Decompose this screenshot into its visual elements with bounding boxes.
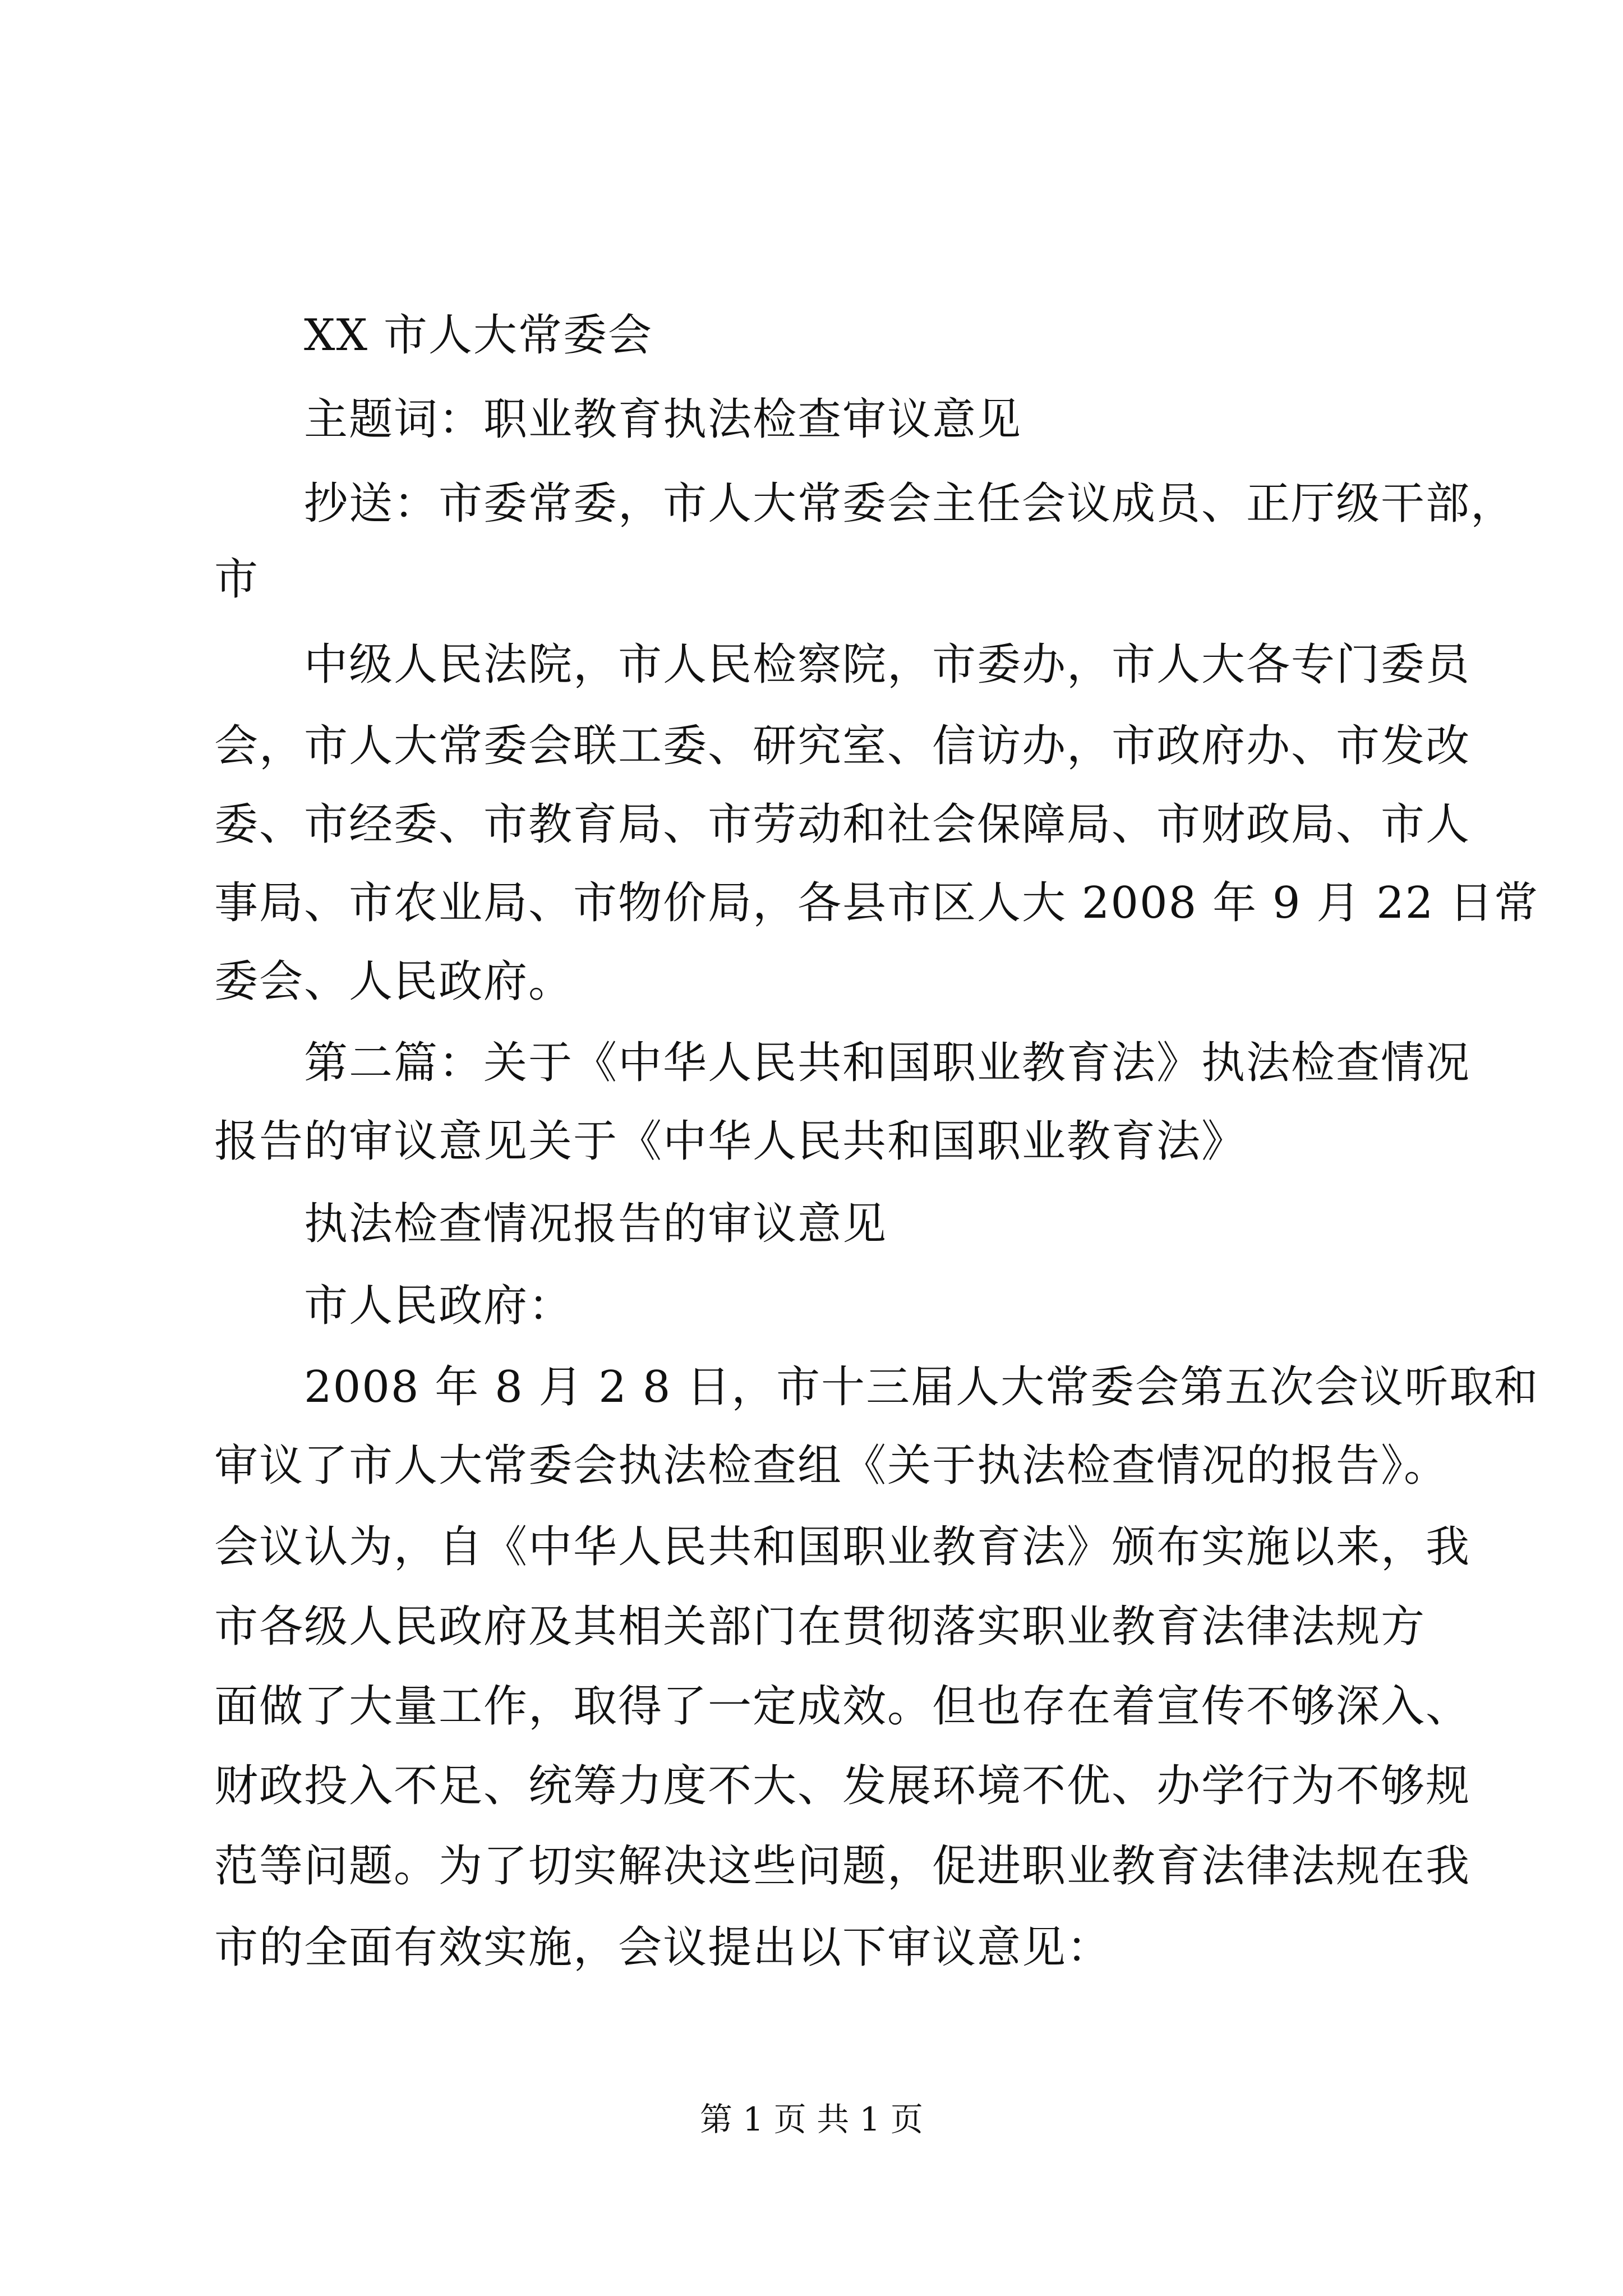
document-line: 中级人民法院，市人民检察院，市委办，市人大各专门委员 [304,639,1471,690]
document-line: 市 [214,554,260,605]
document-line: 市的全面有效实施，会议提出以下审议意见： [214,1922,1112,1973]
document-line: 事局、市农业局、市物价局，各县市区人大 2008 年 9 月 22 日常 [214,878,1539,928]
document-line: 审议了市人大常委会执法检查组《关于执法检查情况的报告》。 [214,1441,1449,1491]
document-line: 委、市经委、市教育局、市劳动和社会保障局、市财政局、市人 [214,799,1471,850]
document-line: 第二篇：关于《中华人民共和国职业教育法》执法检查情况 [304,1038,1471,1088]
document-line: 财政投入不足、统筹力度不大、发展环境不优、办学行为不够规 [214,1761,1471,1811]
document-line: XX 市人大常委会 [304,310,653,361]
document-line: 执法检查情况报告的审议意见 [304,1199,888,1249]
document-line: 市各级人民政府及其相关部门在贯彻落实职业教育法律法规方 [214,1602,1426,1652]
document-line: 会，市人大常委会联工委、研究室、信访办，市政府办、市发改 [214,721,1471,771]
document-line: 会议认为，自《中华人民共和国职业教育法》颁布实施以来，我 [214,1522,1471,1572]
document-line: 报告的审议意见关于《中华人民共和国职业教育法》 [214,1116,1247,1167]
document-line: 面做了大量工作，取得了一定成效。但也存在着宣传不够深入、 [214,1681,1471,1732]
document-line: 抄送：市委常委，市人大常委会主任会议成员、正厅级干部， [304,478,1516,529]
document-line: 市人民政府： [304,1281,574,1331]
document-line: 2008 年 8 月 2 8 日，市十三届人大常委会第五次会议听取和 [304,1362,1539,1412]
document-line: 主题词：职业教育执法检查审议意见 [304,394,1022,445]
page-footer: 第 1 页 共 1 页 [700,2100,923,2138]
document-line: 范等问题。为了切实解决这些问题，促进职业教育法律法规在我 [214,1841,1471,1892]
document-line: 委会、人民政府。 [214,956,574,1007]
